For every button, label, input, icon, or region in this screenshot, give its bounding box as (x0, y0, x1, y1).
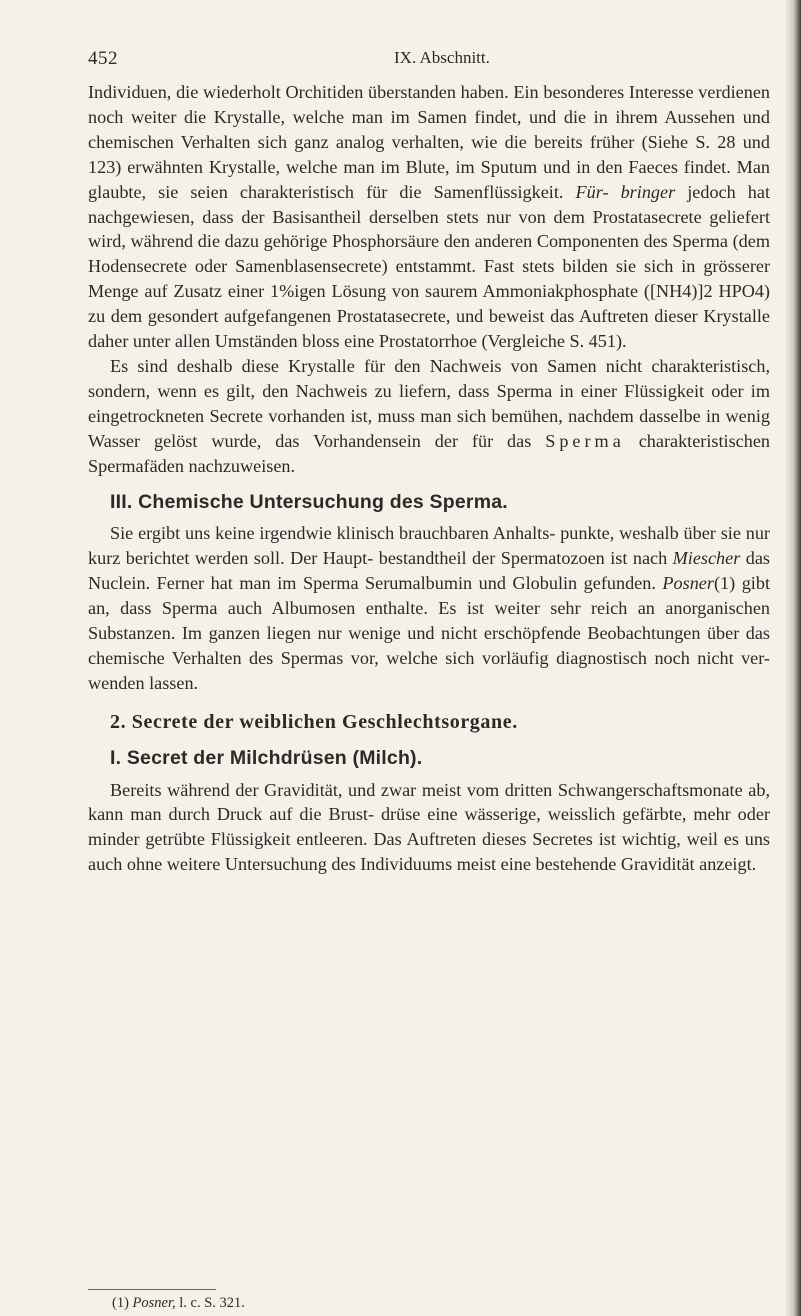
footnote-reference: (1) (713, 573, 736, 594)
section-heading-milch: I. Secret der Milchdrüsen (Milch). (110, 746, 423, 769)
page-edge-shadow (785, 0, 801, 1316)
section-heading-chemische: III. Chemische Untersuchung des Sperma. (110, 490, 508, 513)
paragraph-milch: Bereits während der Gravidität, und zwar meist vom dritten Schwangerschaftsmonate ab, kann man durch Druck auf die Brust- drüse eine wässerige, weisslich gefärbte, mehr oder minder getrübte Flüssigkeit entleeren. Das Auftreten dieses Secretes ist wichtig, weil es uns auch ohne weitere Untersuchung des Individuums meist eine bestehende Gravidität anzeigt. (88, 779, 770, 875)
author-name: Posner (662, 573, 714, 594)
footnote-text: l. c. S. 321. (179, 1295, 245, 1311)
paragraph-text: Individuen, die wiederholt Orchitiden überstanden haben. Ein besonderes Interesse verdienen noch weiter die Krystalle, welche man im Samen findet, und die in ihrem Aussehen und chemischen Verhalten sich ganz analog verhalten, wie die bereits früher (Siehe S. 28 und 123) erwähnten Krystalle, welche man im Blute, im Sputum und in den Faeces findet. Man glaubte, sie seien charakteristisch für die Samenflüssigkeit. (88, 82, 770, 202)
paragraph-text: gibt an, dass Sperma auch Albumosen enthalte. Es ist weiter sehr reich an anorganischen Substanzen. Im ganzen liegen nur wenige und nicht erschöpfende Beobachtungen über das chemische Verhalten des Spermas vor, welche sich vorläufig diagnostisch noch nicht ver- wenden lassen. (88, 573, 770, 693)
paragraph-krystalle (88, 80, 770, 354)
section-heading-weibliche: 2. Secrete der weiblichen Geschlechtsorgane. (110, 710, 518, 733)
author-name: Miescher (672, 548, 741, 569)
paragraph-text: das Nuclein. Ferner hat man im Sperma Serumalbumin und Globulin gefunden. (88, 548, 770, 594)
paragraph-chemie (88, 521, 770, 695)
paragraph-text: charakteristischen Spermafäden nachzuweisen. (88, 430, 770, 476)
author-name: Für- bringer (575, 181, 676, 202)
body-text (88, 80, 770, 877)
paragraph-nachweis (88, 354, 770, 479)
spaced-word: Sperma (545, 430, 625, 451)
footnote-divider (88, 1289, 216, 1290)
paragraph-text: jedoch hat nachgewiesen, dass der Basisantheil derselben stets nur von dem Prostatasecrete geliefert wird, während die dazu gehörige Phosphorsäure den anderen Componenten des Sperma (dem Hodensecrete oder Samenblasensecrete) entstammt. Fast stets bilden sie sich in grösserer Menge auf Zusatz einer 1%igen Lösung von saurem Ammoniakphosphate ([NH4)]2 HPO4) zu dem gesondert aufgefangenen Prostatasecrete, und beweist das Auftreten dieser Krystalle daher unter allen Umständen bloss eine Prostatorrhoe (Vergleiche S. 451). (88, 181, 770, 352)
footnote-author: Posner, (132, 1295, 176, 1311)
paragraph-text: Es sind deshalb diese Krystalle für den Nachweis von Samen nicht charakteristisch, sondern, wenn es gilt, den Nachweis zu liefern, dass Sperma in einer Flüssigkeit oder im eingetrockneten Secrete vorhanden ist, muss man sich bemühen, nachdem dasselbe in wenig Wasser gelöst wurde, das Vorhandensein der für das (88, 355, 770, 451)
footnote (112, 1293, 245, 1313)
page-number: 452 (88, 48, 118, 69)
footnote-number: (1) (112, 1295, 129, 1311)
page-header (88, 48, 768, 72)
paragraph-text: Sie ergibt uns keine irgendwie klinisch brauchbaren Anhalts- punkte, weshalb über sie nur kurz berichtet werden soll. Der Haupt- bestandtheil der Spermatozoen ist nach (88, 523, 770, 569)
running-head: IX. Abschnitt. (394, 48, 490, 67)
